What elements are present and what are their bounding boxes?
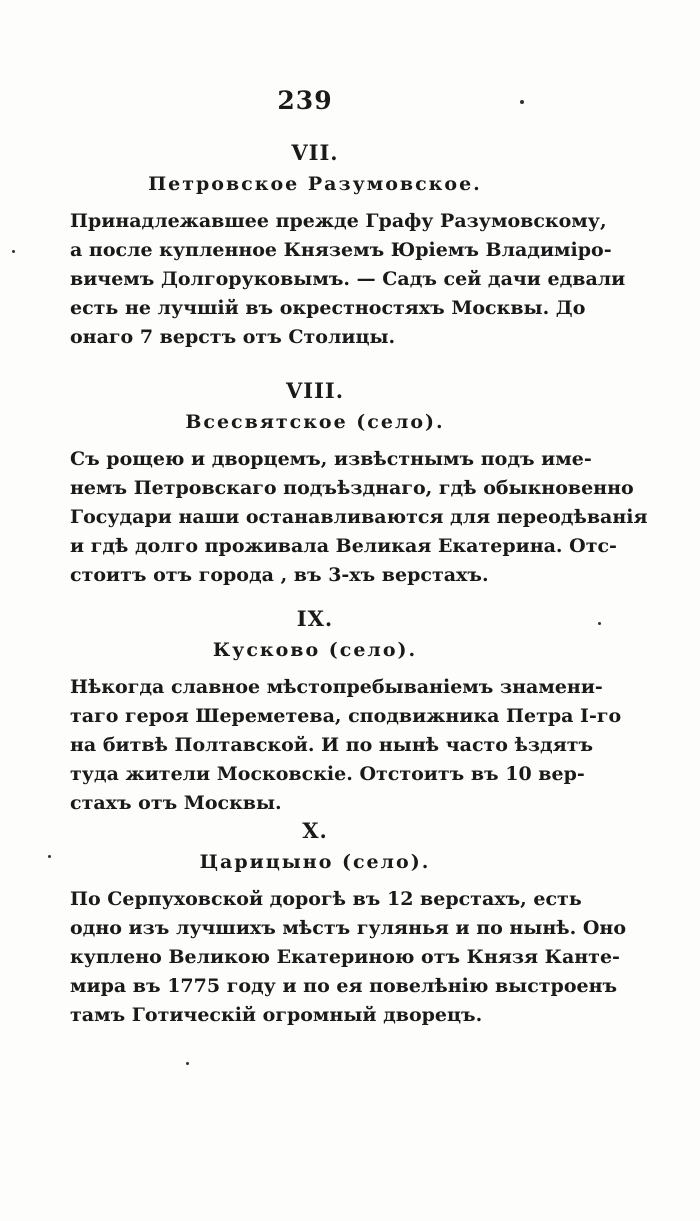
text-line: Принадлежавшее прежде Графу Разумовскому, [70,210,607,232]
ink-speck [598,622,601,625]
text-line: Нѣкогда славное мѣстопребываніемъ знамени- [70,676,603,698]
section-numeral: X. [302,818,328,843]
section-vii [70,140,626,352]
section-heading: Петровское Разумовское. [148,173,482,195]
text-line: одно изъ лучшихъ мѣстъ гулянья и по нынѣ. Оно [70,917,627,939]
ink-speck [520,100,524,104]
section-body [70,885,627,1030]
page-number: 239 [277,86,333,115]
section-heading: Кусково (село). [212,639,418,661]
text-line: на битвѣ Полтавской. И по нынѣ часто ѣздятъ [70,734,594,756]
text-line: а после купленное Княземъ Юріемъ Владиміро- [70,239,612,261]
text-line: По Серпуховской дорогѣ въ 12 верстахъ, есть [70,888,582,910]
text-line: вичемъ Долгоруковымъ. — Садъ сей дачи едвали [70,268,626,290]
text-line: стоитъ отъ города , въ 3-хъ верстахъ. [70,564,489,586]
section-body [70,445,648,590]
text-line: мира въ 1775 году и по ея повелѣнію выстроенъ [70,975,618,997]
section-heading: Царицыно (село). [199,851,431,873]
ink-speck [12,250,15,253]
text-line: куплено Великою Екатериною отъ Князя Канте- [70,946,620,968]
ink-speck [48,855,51,858]
section-numeral: IX. [296,606,334,631]
text-line: таго героя Шереметева, сподвижника Петра І-го [70,705,622,727]
text-line: онаго 7 верстъ отъ Столицы. [70,326,396,348]
section-numeral: VII. [291,140,339,165]
text-line: есть не лучшій въ окрестностяхъ Москвы. До [70,297,586,319]
section-numeral: VIII. [285,378,345,403]
section-ix [70,606,622,818]
section-x [70,818,627,1030]
section-body [70,673,622,818]
text-line: немъ Петровскаго подъѣзднаго, гдѣ обыкновенно [70,477,634,499]
text-line: туда жители Московскіе. Отстоитъ въ 10 вер- [70,763,585,785]
text-line: тамъ Готическій огромный дворецъ. [70,1004,483,1026]
text-line: и гдѣ долго проживала Великая Екатерина. Отс- [70,535,617,557]
text-line: стахъ отъ Москвы. [70,792,282,814]
section-viii [70,378,648,590]
text-line: Государи наши останавливаются для переодѣванія [70,506,648,528]
ink-speck [186,1062,189,1065]
section-heading: Всесвятское (село). [185,411,445,433]
section-body [70,207,626,352]
text-line: Съ рощею и дворцемъ, извѣстнымъ подъ име- [70,448,592,470]
